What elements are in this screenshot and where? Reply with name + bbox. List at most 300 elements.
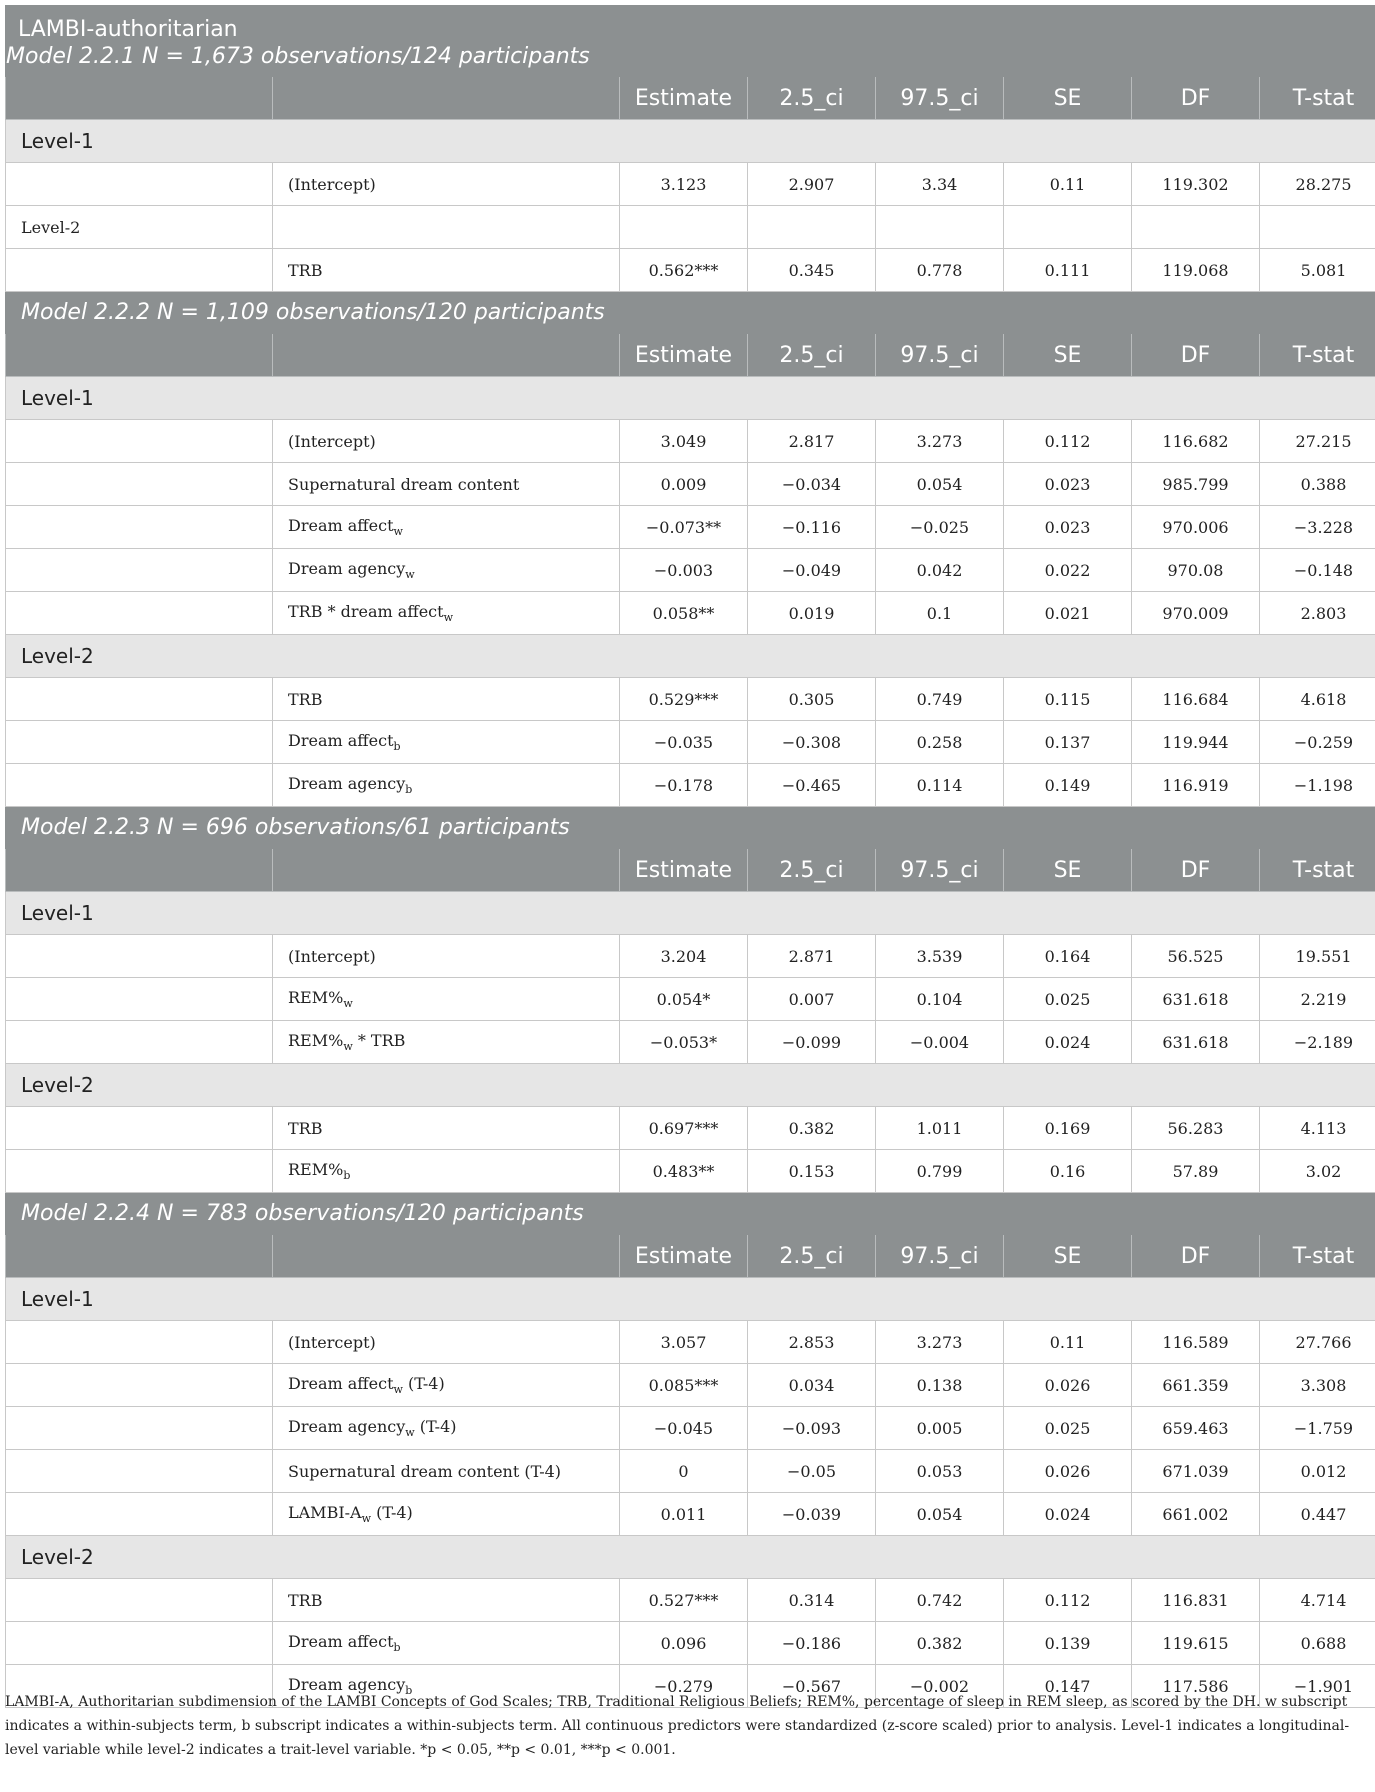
- value-cell: 0.16: [1004, 1150, 1132, 1193]
- term-cell: [273, 592, 620, 635]
- model-title: Model 2.2.4 N = 783 observations/120 participants: [6, 1193, 1375, 1235]
- value-cell: 3.204: [620, 935, 748, 978]
- model-title: Model 2.2.3 N = 696 observations/61 participants: [6, 807, 1375, 849]
- value-cell: 119.302: [1132, 163, 1260, 206]
- term-cell: [273, 978, 620, 1021]
- value-cell: 0.053: [876, 1450, 1004, 1493]
- term-cell: [273, 249, 620, 292]
- level-row: [6, 377, 1375, 420]
- term-cell: [273, 1579, 620, 1622]
- table-row: [6, 764, 1375, 807]
- column-header: Estimate: [620, 334, 748, 377]
- level-label: Level-2: [6, 1064, 1375, 1107]
- value-cell: 0.112: [1004, 420, 1132, 463]
- value-cell: 3.539: [876, 935, 1004, 978]
- term-cell: [273, 1493, 620, 1536]
- value-cell: −0.049: [748, 549, 876, 592]
- level-row: [6, 1278, 1375, 1321]
- value-cell: 0.022: [1004, 549, 1132, 592]
- value-cell: 2.219: [1260, 978, 1375, 1021]
- value-cell: 0.111: [1004, 249, 1132, 292]
- term-name: REM%: [288, 1159, 344, 1179]
- column-header: T-stat: [1260, 334, 1375, 377]
- value-cell: 659.463: [1132, 1407, 1260, 1450]
- value-cell: 0.054: [876, 1493, 1004, 1536]
- level-label: Level-2: [6, 635, 1375, 678]
- value-cell: 0.688: [1260, 1622, 1375, 1665]
- header-empty-cell: [6, 1235, 273, 1278]
- level-label: Level-2: [6, 1536, 1375, 1579]
- term-cell: [273, 1107, 620, 1150]
- header-empty-cell: [273, 849, 620, 892]
- table-row: [6, 721, 1375, 764]
- value-cell: 0.11: [1004, 163, 1132, 206]
- value-cell: 0.562***: [620, 249, 748, 292]
- value-cell: 0.778: [876, 249, 1004, 292]
- column-header: SE: [1004, 849, 1132, 892]
- table-footnote: LAMBI-A, Authoritarian subdimension of the LAMBI Concepts of God Scales; TRB, Traditional Religious Beliefs; REM%, percentage of sleep in REM sleep, as scored by the DH. w subscript indicates a within-subjects term, b subscript indicates a within-subjects term. All continuous predictors were standardized (z-score scaled) prior to analysis. Level-1 indicates a longitudinal-level variable while level-2 indicates a trait-level variable. *p < 0.05, **p < 0.01, ***p < 0.001.: [5, 1694, 1350, 1758]
- value-cell: −0.148: [1260, 549, 1375, 592]
- value-cell: 0.112: [1004, 1579, 1132, 1622]
- value-cell: 0.058**: [620, 592, 748, 635]
- value-cell: 0.169: [1004, 1107, 1132, 1150]
- model-title-row: [6, 292, 1375, 334]
- results-table: [5, 5, 1375, 1708]
- value-cell: 0.147: [1004, 1665, 1132, 1708]
- value-cell: 56.525: [1132, 935, 1260, 978]
- term-cell: [273, 163, 620, 206]
- value-cell: 0.114: [876, 764, 1004, 807]
- column-header: 2.5_ci: [748, 334, 876, 377]
- value-cell: 970.08: [1132, 549, 1260, 592]
- value-cell: 4.618: [1260, 678, 1375, 721]
- empty-cell: [6, 721, 273, 764]
- term-subscript: w: [343, 1040, 353, 1054]
- value-cell: −0.308: [748, 721, 876, 764]
- value-cell: −0.034: [748, 463, 876, 506]
- table-row: [6, 249, 1375, 292]
- term-cell: [273, 764, 620, 807]
- value-cell: −0.099: [748, 1021, 876, 1064]
- term-cell: [273, 1407, 620, 1450]
- term-name: Dream affect: [288, 730, 394, 750]
- term-name: Dream agency: [288, 1674, 406, 1694]
- column-header: 97.5_ci: [876, 334, 1004, 377]
- term-subscript: w: [343, 997, 353, 1011]
- value-cell: 28.275: [1260, 163, 1375, 206]
- value-cell: −0.465: [748, 764, 876, 807]
- value-cell: 27.766: [1260, 1321, 1375, 1364]
- term-name: REM%: [288, 987, 344, 1007]
- empty-cell: [273, 206, 620, 249]
- value-cell: 5.081: [1260, 249, 1375, 292]
- level-label: Level-2: [6, 206, 273, 249]
- value-cell: −0.116: [748, 506, 876, 549]
- value-cell: 0.023: [1004, 463, 1132, 506]
- value-cell: 0.024: [1004, 1493, 1132, 1536]
- table-row: [6, 420, 1375, 463]
- value-cell: 116.589: [1132, 1321, 1260, 1364]
- model-title: Model 2.2.1 N = 1,673 observations/124 participants: [6, 44, 590, 69]
- term-suffix: (T-4): [371, 1502, 413, 1522]
- column-header: SE: [1004, 334, 1132, 377]
- value-cell: −0.178: [620, 764, 748, 807]
- value-cell: 0.085***: [620, 1364, 748, 1407]
- value-cell: −0.186: [748, 1622, 876, 1665]
- value-cell: 0.382: [876, 1622, 1004, 1665]
- table-title-row: [6, 6, 1375, 77]
- value-cell: 0.034: [748, 1364, 876, 1407]
- term-cell: [273, 935, 620, 978]
- value-cell: 3.308: [1260, 1364, 1375, 1407]
- table-row: [6, 1021, 1375, 1064]
- value-cell: 0.314: [748, 1579, 876, 1622]
- empty-cell: [748, 206, 876, 249]
- term-name: Supernatural dream content (T-4): [288, 1461, 562, 1481]
- table-row: [6, 592, 1375, 635]
- value-cell: 3.057: [620, 1321, 748, 1364]
- column-header: T-stat: [1260, 77, 1375, 120]
- value-cell: 57.89: [1132, 1150, 1260, 1193]
- term-name: (Intercept): [288, 174, 376, 194]
- term-cell: [273, 506, 620, 549]
- term-name: TRB: [288, 689, 323, 709]
- value-cell: −0.025: [876, 506, 1004, 549]
- column-header: 97.5_ci: [876, 1235, 1004, 1278]
- term-subscript: w: [443, 611, 453, 625]
- value-cell: 56.283: [1132, 1107, 1260, 1150]
- header-empty-cell: [6, 77, 273, 120]
- table-row: [6, 1407, 1375, 1450]
- value-cell: 970.006: [1132, 506, 1260, 549]
- value-cell: −0.073**: [620, 506, 748, 549]
- value-cell: 0.023: [1004, 506, 1132, 549]
- term-subscript: w: [405, 1426, 415, 1440]
- value-cell: −1.198: [1260, 764, 1375, 807]
- table-title: LAMBI-authoritarian: [18, 17, 238, 42]
- value-cell: −2.189: [1260, 1021, 1375, 1064]
- column-header: 2.5_ci: [748, 77, 876, 120]
- value-cell: 0.483**: [620, 1150, 748, 1193]
- term-subscript: w: [361, 1512, 372, 1526]
- table-row: [6, 1107, 1375, 1150]
- term-cell: [273, 549, 620, 592]
- header-empty-cell: [6, 334, 273, 377]
- level-row: [6, 1536, 1375, 1579]
- term-cell: [273, 1364, 620, 1407]
- term-subscript: w: [393, 1383, 403, 1397]
- table-row: [6, 549, 1375, 592]
- value-cell: 3.123: [620, 163, 748, 206]
- value-cell: 0.527***: [620, 1579, 748, 1622]
- value-cell: 0.007: [748, 978, 876, 1021]
- empty-cell: [1004, 206, 1132, 249]
- column-header-row: [6, 1235, 1375, 1278]
- value-cell: 0.054: [876, 463, 1004, 506]
- term-cell: [273, 1321, 620, 1364]
- value-cell: 0.164: [1004, 935, 1132, 978]
- value-cell: 0.096: [620, 1622, 748, 1665]
- term-subscript: w: [393, 525, 403, 539]
- term-cell: [273, 1450, 620, 1493]
- term-subscript: b: [393, 740, 401, 754]
- results-table-container: [5, 5, 1370, 1708]
- table-row: [6, 978, 1375, 1021]
- term-name: Dream affect: [288, 1373, 394, 1393]
- table-row: [6, 1150, 1375, 1193]
- value-cell: −1.901: [1260, 1665, 1375, 1708]
- value-cell: 4.113: [1260, 1107, 1375, 1150]
- empty-cell: [6, 764, 273, 807]
- value-cell: 0.115: [1004, 678, 1132, 721]
- value-cell: 3.273: [876, 420, 1004, 463]
- value-cell: 0.742: [876, 1579, 1004, 1622]
- empty-cell: [6, 549, 273, 592]
- empty-cell: [6, 592, 273, 635]
- value-cell: 0.104: [876, 978, 1004, 1021]
- term-subscript: b: [405, 783, 413, 797]
- empty-cell: [6, 1579, 273, 1622]
- column-header: Estimate: [620, 1235, 748, 1278]
- value-cell: 0.025: [1004, 978, 1132, 1021]
- value-cell: 661.002: [1132, 1493, 1260, 1536]
- empty-cell: [620, 206, 748, 249]
- term-name: TRB * dream affect: [288, 601, 444, 621]
- term-subscript: b: [405, 1684, 413, 1698]
- term-subscript: w: [405, 568, 415, 582]
- value-cell: 0.137: [1004, 721, 1132, 764]
- value-cell: 0.382: [748, 1107, 876, 1150]
- term-cell: [273, 420, 620, 463]
- value-cell: 0.019: [748, 592, 876, 635]
- empty-cell: [6, 249, 273, 292]
- value-cell: −0.035: [620, 721, 748, 764]
- term-suffix: (T-4): [402, 1373, 445, 1393]
- value-cell: 0.447: [1260, 1493, 1375, 1536]
- empty-cell: [1260, 206, 1375, 249]
- value-cell: 119.944: [1132, 721, 1260, 764]
- term-name: Dream affect: [288, 1631, 394, 1651]
- empty-cell: [1132, 206, 1260, 249]
- value-cell: 985.799: [1132, 463, 1260, 506]
- value-cell: 3.02: [1260, 1150, 1375, 1193]
- value-cell: −3.228: [1260, 506, 1375, 549]
- column-header: SE: [1004, 1235, 1132, 1278]
- empty-cell: [6, 420, 273, 463]
- value-cell: 4.714: [1260, 1579, 1375, 1622]
- term-name: (Intercept): [288, 946, 376, 966]
- model-title-row: [6, 1193, 1375, 1235]
- empty-cell: [6, 1364, 273, 1407]
- table-row: [6, 463, 1375, 506]
- value-cell: −0.053*: [620, 1021, 748, 1064]
- empty-cell: [6, 1450, 273, 1493]
- empty-cell: [6, 1407, 273, 1450]
- column-header: T-stat: [1260, 849, 1375, 892]
- value-cell: 3.34: [876, 163, 1004, 206]
- term-suffix: * TRB: [352, 1030, 406, 1050]
- value-cell: 0.005: [876, 1407, 1004, 1450]
- term-name: (Intercept): [288, 431, 376, 451]
- value-cell: 0.025: [1004, 1407, 1132, 1450]
- value-cell: 0.149: [1004, 764, 1132, 807]
- empty-cell: [6, 978, 273, 1021]
- table-row: [6, 1364, 1375, 1407]
- level-label: Level-1: [6, 892, 1375, 935]
- value-cell: 2.803: [1260, 592, 1375, 635]
- value-cell: 0.054*: [620, 978, 748, 1021]
- value-cell: 0.024: [1004, 1021, 1132, 1064]
- table-row: [6, 1450, 1375, 1493]
- term-name: Dream agency: [288, 773, 406, 793]
- value-cell: −0.045: [620, 1407, 748, 1450]
- value-cell: 0.153: [748, 1150, 876, 1193]
- term-cell: [273, 1150, 620, 1193]
- table-row: [6, 1579, 1375, 1622]
- value-cell: 631.618: [1132, 1021, 1260, 1064]
- term-subscript: b: [343, 1169, 351, 1183]
- model-title-row: [6, 807, 1375, 849]
- value-cell: 117.586: [1132, 1665, 1260, 1708]
- value-cell: 0.1: [876, 592, 1004, 635]
- value-cell: 3.049: [620, 420, 748, 463]
- value-cell: 116.682: [1132, 420, 1260, 463]
- term-cell: [273, 721, 620, 764]
- empty-cell: [6, 163, 273, 206]
- table-row: [6, 935, 1375, 978]
- term-subscript: b: [393, 1641, 401, 1655]
- value-cell: 0.026: [1004, 1450, 1132, 1493]
- value-cell: −0.259: [1260, 721, 1375, 764]
- value-cell: 0.258: [876, 721, 1004, 764]
- value-cell: 0.345: [748, 249, 876, 292]
- value-cell: 0.026: [1004, 1364, 1132, 1407]
- value-cell: 119.068: [1132, 249, 1260, 292]
- value-cell: −0.567: [748, 1665, 876, 1708]
- value-cell: 27.215: [1260, 420, 1375, 463]
- value-cell: 2.817: [748, 420, 876, 463]
- column-header: DF: [1132, 334, 1260, 377]
- term-cell: [273, 1021, 620, 1064]
- model-title: Model 2.2.2 N = 1,109 observations/120 participants: [6, 292, 1375, 334]
- value-cell: 116.831: [1132, 1579, 1260, 1622]
- empty-cell: [6, 935, 273, 978]
- value-cell: 0.529***: [620, 678, 748, 721]
- header-empty-cell: [273, 1235, 620, 1278]
- term-name: TRB: [288, 1118, 323, 1138]
- term-name: Dream affect: [288, 515, 394, 535]
- level-label: Level-1: [6, 120, 1375, 163]
- value-cell: 116.919: [1132, 764, 1260, 807]
- value-cell: 970.009: [1132, 592, 1260, 635]
- empty-cell: [6, 463, 273, 506]
- column-header: SE: [1004, 77, 1132, 120]
- column-header: DF: [1132, 1235, 1260, 1278]
- value-cell: 0.305: [748, 678, 876, 721]
- value-cell: 1.011: [876, 1107, 1004, 1150]
- level-row: [6, 206, 1375, 249]
- table-row: [6, 163, 1375, 206]
- table-row: [6, 506, 1375, 549]
- value-cell: 19.551: [1260, 935, 1375, 978]
- header-empty-cell: [273, 334, 620, 377]
- value-cell: 116.684: [1132, 678, 1260, 721]
- column-header: 97.5_ci: [876, 77, 1004, 120]
- level-label: Level-1: [6, 1278, 1375, 1321]
- value-cell: −1.759: [1260, 1407, 1375, 1450]
- empty-cell: [6, 1493, 273, 1536]
- table-title-cell: [6, 6, 1375, 77]
- level-row: [6, 892, 1375, 935]
- value-cell: 0.749: [876, 678, 1004, 721]
- value-cell: −0.279: [620, 1665, 748, 1708]
- empty-cell: [6, 1321, 273, 1364]
- term-name: (Intercept): [288, 1332, 376, 1352]
- table-row: [6, 678, 1375, 721]
- value-cell: 0.697***: [620, 1107, 748, 1150]
- term-name: Dream agency: [288, 1416, 406, 1436]
- value-cell: −0.003: [620, 549, 748, 592]
- value-cell: −0.05: [748, 1450, 876, 1493]
- column-header: Estimate: [620, 849, 748, 892]
- term-cell: [273, 1622, 620, 1665]
- column-header: T-stat: [1260, 1235, 1375, 1278]
- column-header-row: [6, 77, 1375, 120]
- value-cell: −0.093: [748, 1407, 876, 1450]
- value-cell: 661.359: [1132, 1364, 1260, 1407]
- value-cell: 2.853: [748, 1321, 876, 1364]
- value-cell: 2.907: [748, 163, 876, 206]
- value-cell: 0.012: [1260, 1450, 1375, 1493]
- empty-cell: [6, 1107, 273, 1150]
- empty-cell: [6, 1021, 273, 1064]
- header-empty-cell: [6, 849, 273, 892]
- level-label: Level-1: [6, 377, 1375, 420]
- value-cell: 671.039: [1132, 1450, 1260, 1493]
- empty-cell: [876, 206, 1004, 249]
- column-header: DF: [1132, 849, 1260, 892]
- level-row: [6, 1064, 1375, 1107]
- value-cell: 0.11: [1004, 1321, 1132, 1364]
- value-cell: −0.002: [876, 1665, 1004, 1708]
- value-cell: 0.021: [1004, 592, 1132, 635]
- column-header: 97.5_ci: [876, 849, 1004, 892]
- value-cell: 119.615: [1132, 1622, 1260, 1665]
- empty-cell: [6, 678, 273, 721]
- value-cell: 0.042: [876, 549, 1004, 592]
- table-row: [6, 1622, 1375, 1665]
- level-row: [6, 120, 1375, 163]
- column-header: DF: [1132, 77, 1260, 120]
- column-header-row: [6, 334, 1375, 377]
- column-header: 2.5_ci: [748, 849, 876, 892]
- value-cell: 2.871: [748, 935, 876, 978]
- term-name: TRB: [288, 1590, 323, 1610]
- column-header: Estimate: [620, 77, 748, 120]
- value-cell: 0.388: [1260, 463, 1375, 506]
- term-cell: [273, 463, 620, 506]
- column-header: 2.5_ci: [748, 1235, 876, 1278]
- empty-cell: [6, 1622, 273, 1665]
- value-cell: 3.273: [876, 1321, 1004, 1364]
- value-cell: 0.009: [620, 463, 748, 506]
- term-name: Supernatural dream content: [288, 474, 520, 494]
- value-cell: −0.004: [876, 1021, 1004, 1064]
- value-cell: 0.011: [620, 1493, 748, 1536]
- value-cell: 0.139: [1004, 1622, 1132, 1665]
- value-cell: −0.039: [748, 1493, 876, 1536]
- column-header-row: [6, 849, 1375, 892]
